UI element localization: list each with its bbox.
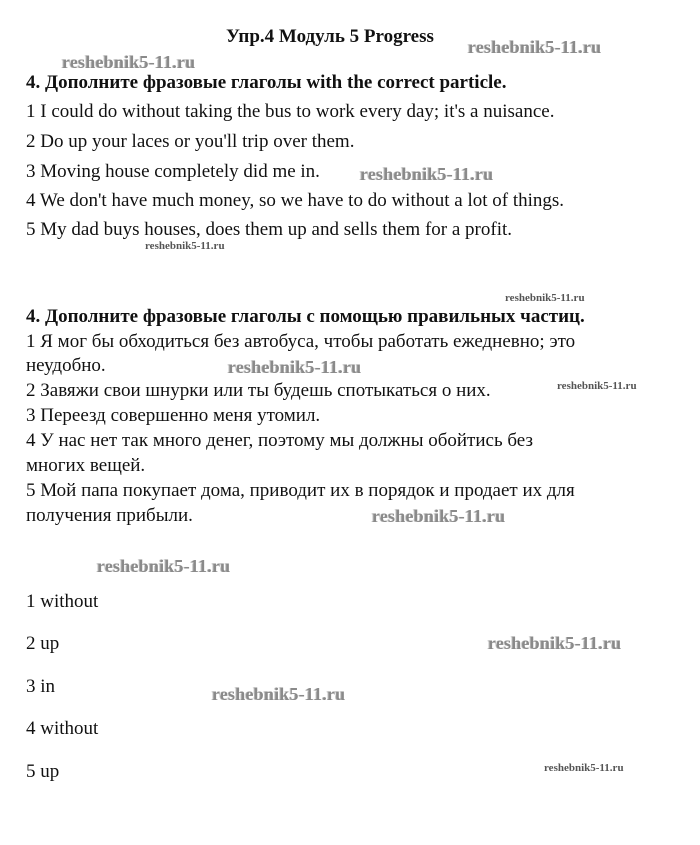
russian-line-1a: 1 Я мог бы обходиться без автобуса, чтобы работать ежедневно; это xyxy=(26,331,576,352)
english-line-4: 4 We don't have much money, so we have to do without a lot of things. xyxy=(26,190,565,211)
watermark: reshebnik5-11.ru xyxy=(557,380,637,392)
watermark: reshebnik5-11.ru xyxy=(468,37,602,57)
russian-task-heading: 4. Дополните фразовые глаголы с помощью правильных частиц. xyxy=(26,306,585,327)
watermark: reshebnik5-11.ru xyxy=(97,556,231,576)
english-line-5: 5 My dad buys houses, does them up and sells them for a profit. xyxy=(26,219,513,240)
watermark: reshebnik5-11.ru xyxy=(372,506,506,526)
watermark: reshebnik5-11.ru xyxy=(360,164,494,184)
watermark: reshebnik5-11.ru xyxy=(505,292,585,304)
english-line-1: 1 I could do without taking the bus to work every day; it's a nuisance. xyxy=(26,101,555,122)
watermark: reshebnik5-11.ru xyxy=(145,240,225,252)
russian-line-5a: 5 Мой папа покупает дома, приводит их в порядок и продает их для xyxy=(26,480,575,501)
russian-line-3: 3 Переезд совершенно меня утомил. xyxy=(26,405,321,426)
russian-line-4a: 4 У нас нет так много денег, поэтому мы должны обойтись без xyxy=(26,430,533,451)
russian-line-2: 2 Завяжи свои шнурки или ты будешь спотыкаться о них. xyxy=(26,380,491,401)
answer-4: 4 without xyxy=(26,718,99,739)
answer-5: 5 up xyxy=(26,761,60,782)
russian-line-1b: неудобно. xyxy=(26,355,106,376)
english-line-3: 3 Moving house completely did me in. xyxy=(26,161,320,182)
watermark: reshebnik5-11.ru xyxy=(228,357,362,377)
watermark: reshebnik5-11.ru xyxy=(488,633,622,653)
russian-line-5b: получения прибыли. xyxy=(26,505,193,526)
watermark: reshebnik5-11.ru xyxy=(212,684,346,704)
page-title: Упр.4 Модуль 5 Progress xyxy=(226,26,434,47)
russian-line-4b: многих вещей. xyxy=(26,455,146,476)
watermark: reshebnik5-11.ru xyxy=(544,762,624,774)
answer-2: 2 up xyxy=(26,633,60,654)
answer-3: 3 in xyxy=(26,676,56,697)
english-line-2: 2 Do up your laces or you'll trip over them. xyxy=(26,131,355,152)
english-task-heading: 4. Дополните фразовые глаголы with the correct particle. xyxy=(26,72,507,93)
answer-1: 1 without xyxy=(26,591,99,612)
watermark: reshebnik5-11.ru xyxy=(62,52,196,72)
